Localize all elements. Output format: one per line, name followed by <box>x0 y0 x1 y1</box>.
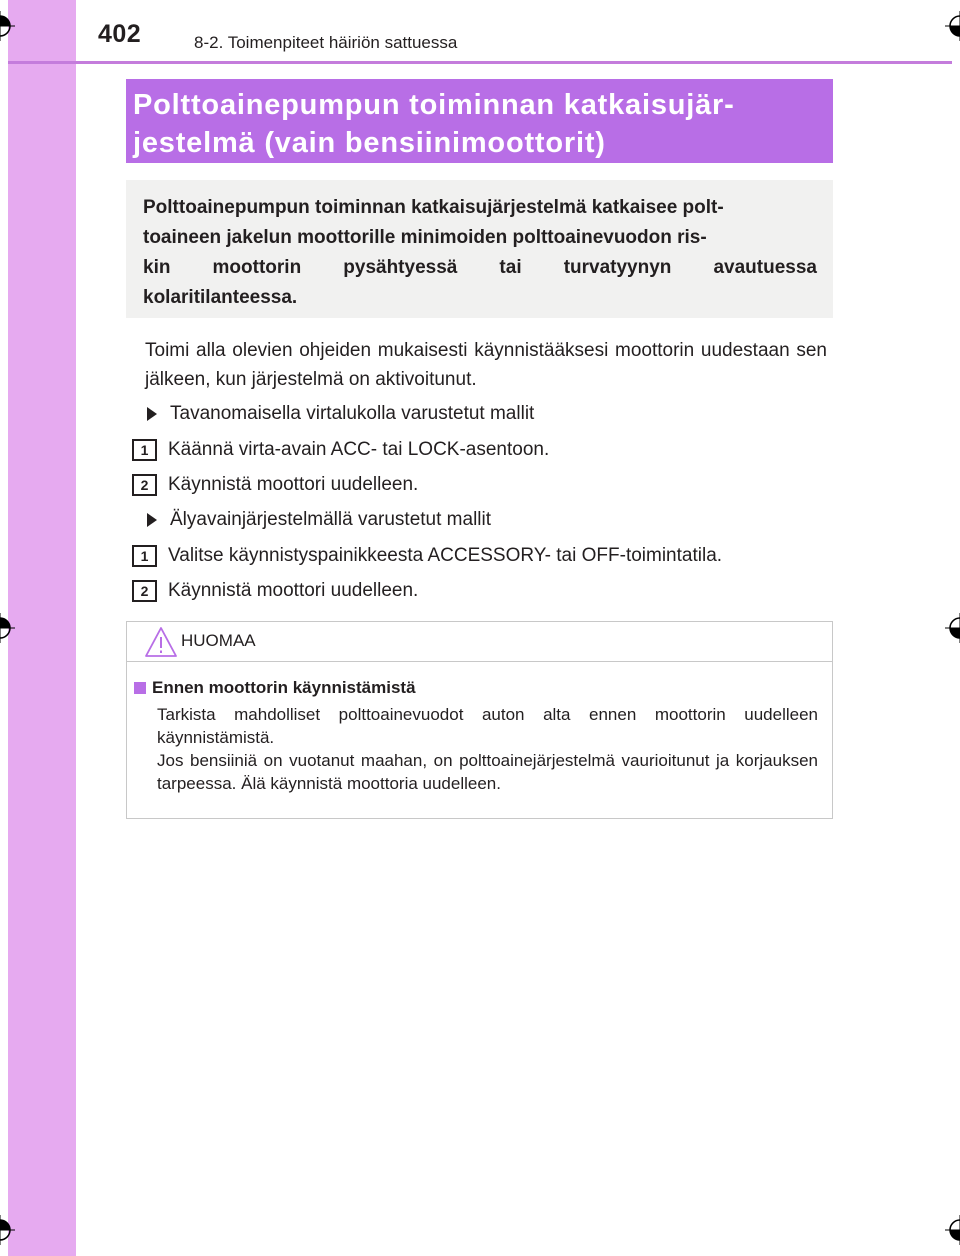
step-number-badge: 2 <box>132 474 157 496</box>
page-title-line-1: Polttoainepumpun toiminnan katkaisujär- <box>133 89 735 121</box>
side-color-strip <box>8 0 76 1256</box>
step-number-badge: 2 <box>132 580 157 602</box>
step-text: Käynnistä moottori uudelleen. <box>168 580 419 601</box>
page-title-line-2: jestelmä (vain bensiinimoottorit) <box>133 127 606 159</box>
notice-box <box>126 621 833 819</box>
registration-mark-icon <box>945 613 960 643</box>
step-item <box>132 438 549 462</box>
header-rule <box>8 61 952 64</box>
section-heading <box>146 508 491 532</box>
intro-line: Polttoainepumpun toiminnan katkaisujärjestelmä katkaisee polt- <box>143 197 724 218</box>
intro-line: toaineen jakelun moottorille minimoiden polttoainevuodon ris- <box>143 227 707 248</box>
registration-mark-icon <box>945 1215 960 1245</box>
intro-line: kolaritilanteessa. <box>143 287 298 308</box>
registration-mark-icon <box>0 11 15 41</box>
square-bullet-icon <box>134 682 146 694</box>
registration-mark-icon <box>0 613 15 643</box>
intro-box <box>126 180 833 318</box>
step-text: Käynnistä moottori uudelleen. <box>168 474 419 495</box>
notice-label: HUOMAA <box>181 631 256 650</box>
notice-subheading-text: Ennen moottorin käynnistämistä <box>152 678 416 697</box>
notice-header <box>127 622 832 662</box>
intro-line: kin moottorin pysähtyessä tai turvatyynyn avautuessa <box>143 257 817 278</box>
step-text: Käännä virta-avain ACC- tai LOCK-asentoon. <box>168 439 550 460</box>
step-text: Valitse käynnistyspainikkeesta ACCESSORY- tai OFF-toimintatila. <box>168 545 723 566</box>
page-number: 402 <box>98 20 142 48</box>
step-item <box>132 544 722 568</box>
arrow-right-icon <box>147 407 157 421</box>
body-paragraph: Toimi alla olevien ohjeiden mukaisesti käynnistääksesi moottorin uudestaan sen jälkeen, kun järjestelmä on aktivoitunut. <box>145 340 827 390</box>
notice-paragraph: Tarkista mahdolliset polttoainevuodot auton alta ennen moottorin uudelleen käynnistämistä. <box>157 705 818 747</box>
step-item <box>132 473 418 497</box>
intro-text <box>143 193 818 313</box>
step-number-badge: 1 <box>132 439 157 461</box>
section-heading-text: Älyavainjärjestelmällä varustetut mallit <box>170 509 492 530</box>
arrow-right-icon <box>147 513 157 527</box>
title-box <box>126 79 833 163</box>
notice-subheading <box>133 678 818 698</box>
step-number-badge: 1 <box>132 545 157 567</box>
section-heading-text: Tavanomaisella virtalukolla varustetut mallit <box>170 403 535 424</box>
registration-mark-icon <box>0 1215 15 1245</box>
section-title: 8-2. Toimenpiteet häiriön sattuessa <box>194 33 458 52</box>
step-item <box>132 579 418 603</box>
notice-paragraph: Jos bensiiniä on vuotanut maahan, on polttoainejärjestelmä vaurioitunut ja korjauksen tarpeessa. Älä käynnistä moottoria uudelleen. <box>157 751 818 793</box>
warning-triangle-icon <box>144 626 178 658</box>
section-heading <box>146 402 534 426</box>
notice-body <box>127 662 832 795</box>
registration-mark-icon <box>945 11 960 41</box>
